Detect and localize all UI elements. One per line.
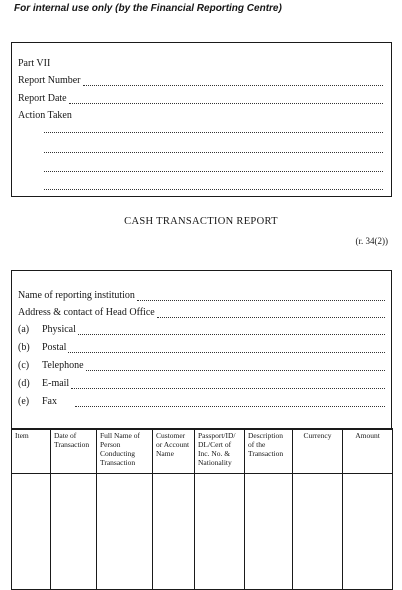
table-cell[interactable] bbox=[195, 474, 245, 590]
report-number-field[interactable] bbox=[18, 75, 383, 86]
table-row[interactable] bbox=[12, 474, 393, 590]
postal-field[interactable] bbox=[42, 342, 385, 353]
col-item: Item bbox=[12, 429, 51, 474]
institution-name-label: Name of reporting institution bbox=[18, 290, 135, 301]
email-label: E-mail bbox=[42, 378, 70, 389]
transactions-table bbox=[11, 428, 393, 590]
frc-part-box bbox=[11, 42, 392, 197]
fax-letter: (e) bbox=[18, 396, 30, 407]
report-date-label: Report Date bbox=[18, 93, 67, 104]
table-cell[interactable] bbox=[343, 474, 393, 590]
action-taken-line-1[interactable] bbox=[44, 132, 383, 133]
table-cell[interactable] bbox=[293, 474, 343, 590]
rule-reference: (r. 34(2)) bbox=[355, 236, 388, 246]
action-taken-line-3[interactable] bbox=[44, 171, 383, 172]
col-full-name: Full Name of Person Conducting Transaction bbox=[97, 429, 153, 474]
internal-use-note: For internal use only (by the Financial Reporting Centre) bbox=[14, 3, 282, 14]
physical-label: Physical bbox=[42, 324, 76, 335]
email-field[interactable] bbox=[42, 378, 385, 389]
report-date-field[interactable] bbox=[18, 93, 383, 104]
physical-letter: (a) bbox=[18, 324, 30, 335]
postal-letter: (b) bbox=[18, 342, 30, 353]
col-amount: Amount bbox=[343, 429, 393, 474]
postal-label: Postal bbox=[42, 342, 67, 353]
col-date: Date of Transaction bbox=[51, 429, 97, 474]
table-cell[interactable] bbox=[245, 474, 293, 590]
action-taken-line-4[interactable] bbox=[44, 189, 383, 190]
email-letter: (d) bbox=[18, 378, 30, 389]
table-cell[interactable] bbox=[12, 474, 51, 590]
head-office-address-label: Address & contact of Head Office bbox=[18, 307, 155, 318]
fax-label: Fax bbox=[42, 396, 57, 407]
table-cell[interactable] bbox=[97, 474, 153, 590]
telephone-letter: (c) bbox=[18, 360, 30, 371]
col-currency: Currency bbox=[293, 429, 343, 474]
report-number-label: Report Number bbox=[18, 75, 81, 86]
col-customer: Customer or Account Name bbox=[153, 429, 195, 474]
institution-box bbox=[11, 270, 392, 430]
fax-field[interactable] bbox=[42, 396, 385, 407]
col-description: Description of the Transaction bbox=[245, 429, 293, 474]
table-header-row bbox=[12, 429, 393, 474]
institution-name-field[interactable] bbox=[18, 290, 385, 301]
physical-field[interactable] bbox=[42, 324, 385, 335]
action-taken-label: Action Taken bbox=[18, 110, 72, 121]
telephone-label: Telephone bbox=[42, 360, 84, 371]
action-taken-line-2[interactable] bbox=[44, 152, 383, 153]
report-title: CASH TRANSACTION REPORT bbox=[124, 216, 278, 227]
table-cell[interactable] bbox=[51, 474, 97, 590]
head-office-address-field[interactable] bbox=[18, 307, 385, 318]
table-cell[interactable] bbox=[153, 474, 195, 590]
part-label: Part VII bbox=[18, 58, 51, 69]
telephone-field[interactable] bbox=[42, 360, 385, 371]
col-passport: Passport/ID/ DL/Cert of Inc. No. & Nationality bbox=[195, 429, 245, 474]
